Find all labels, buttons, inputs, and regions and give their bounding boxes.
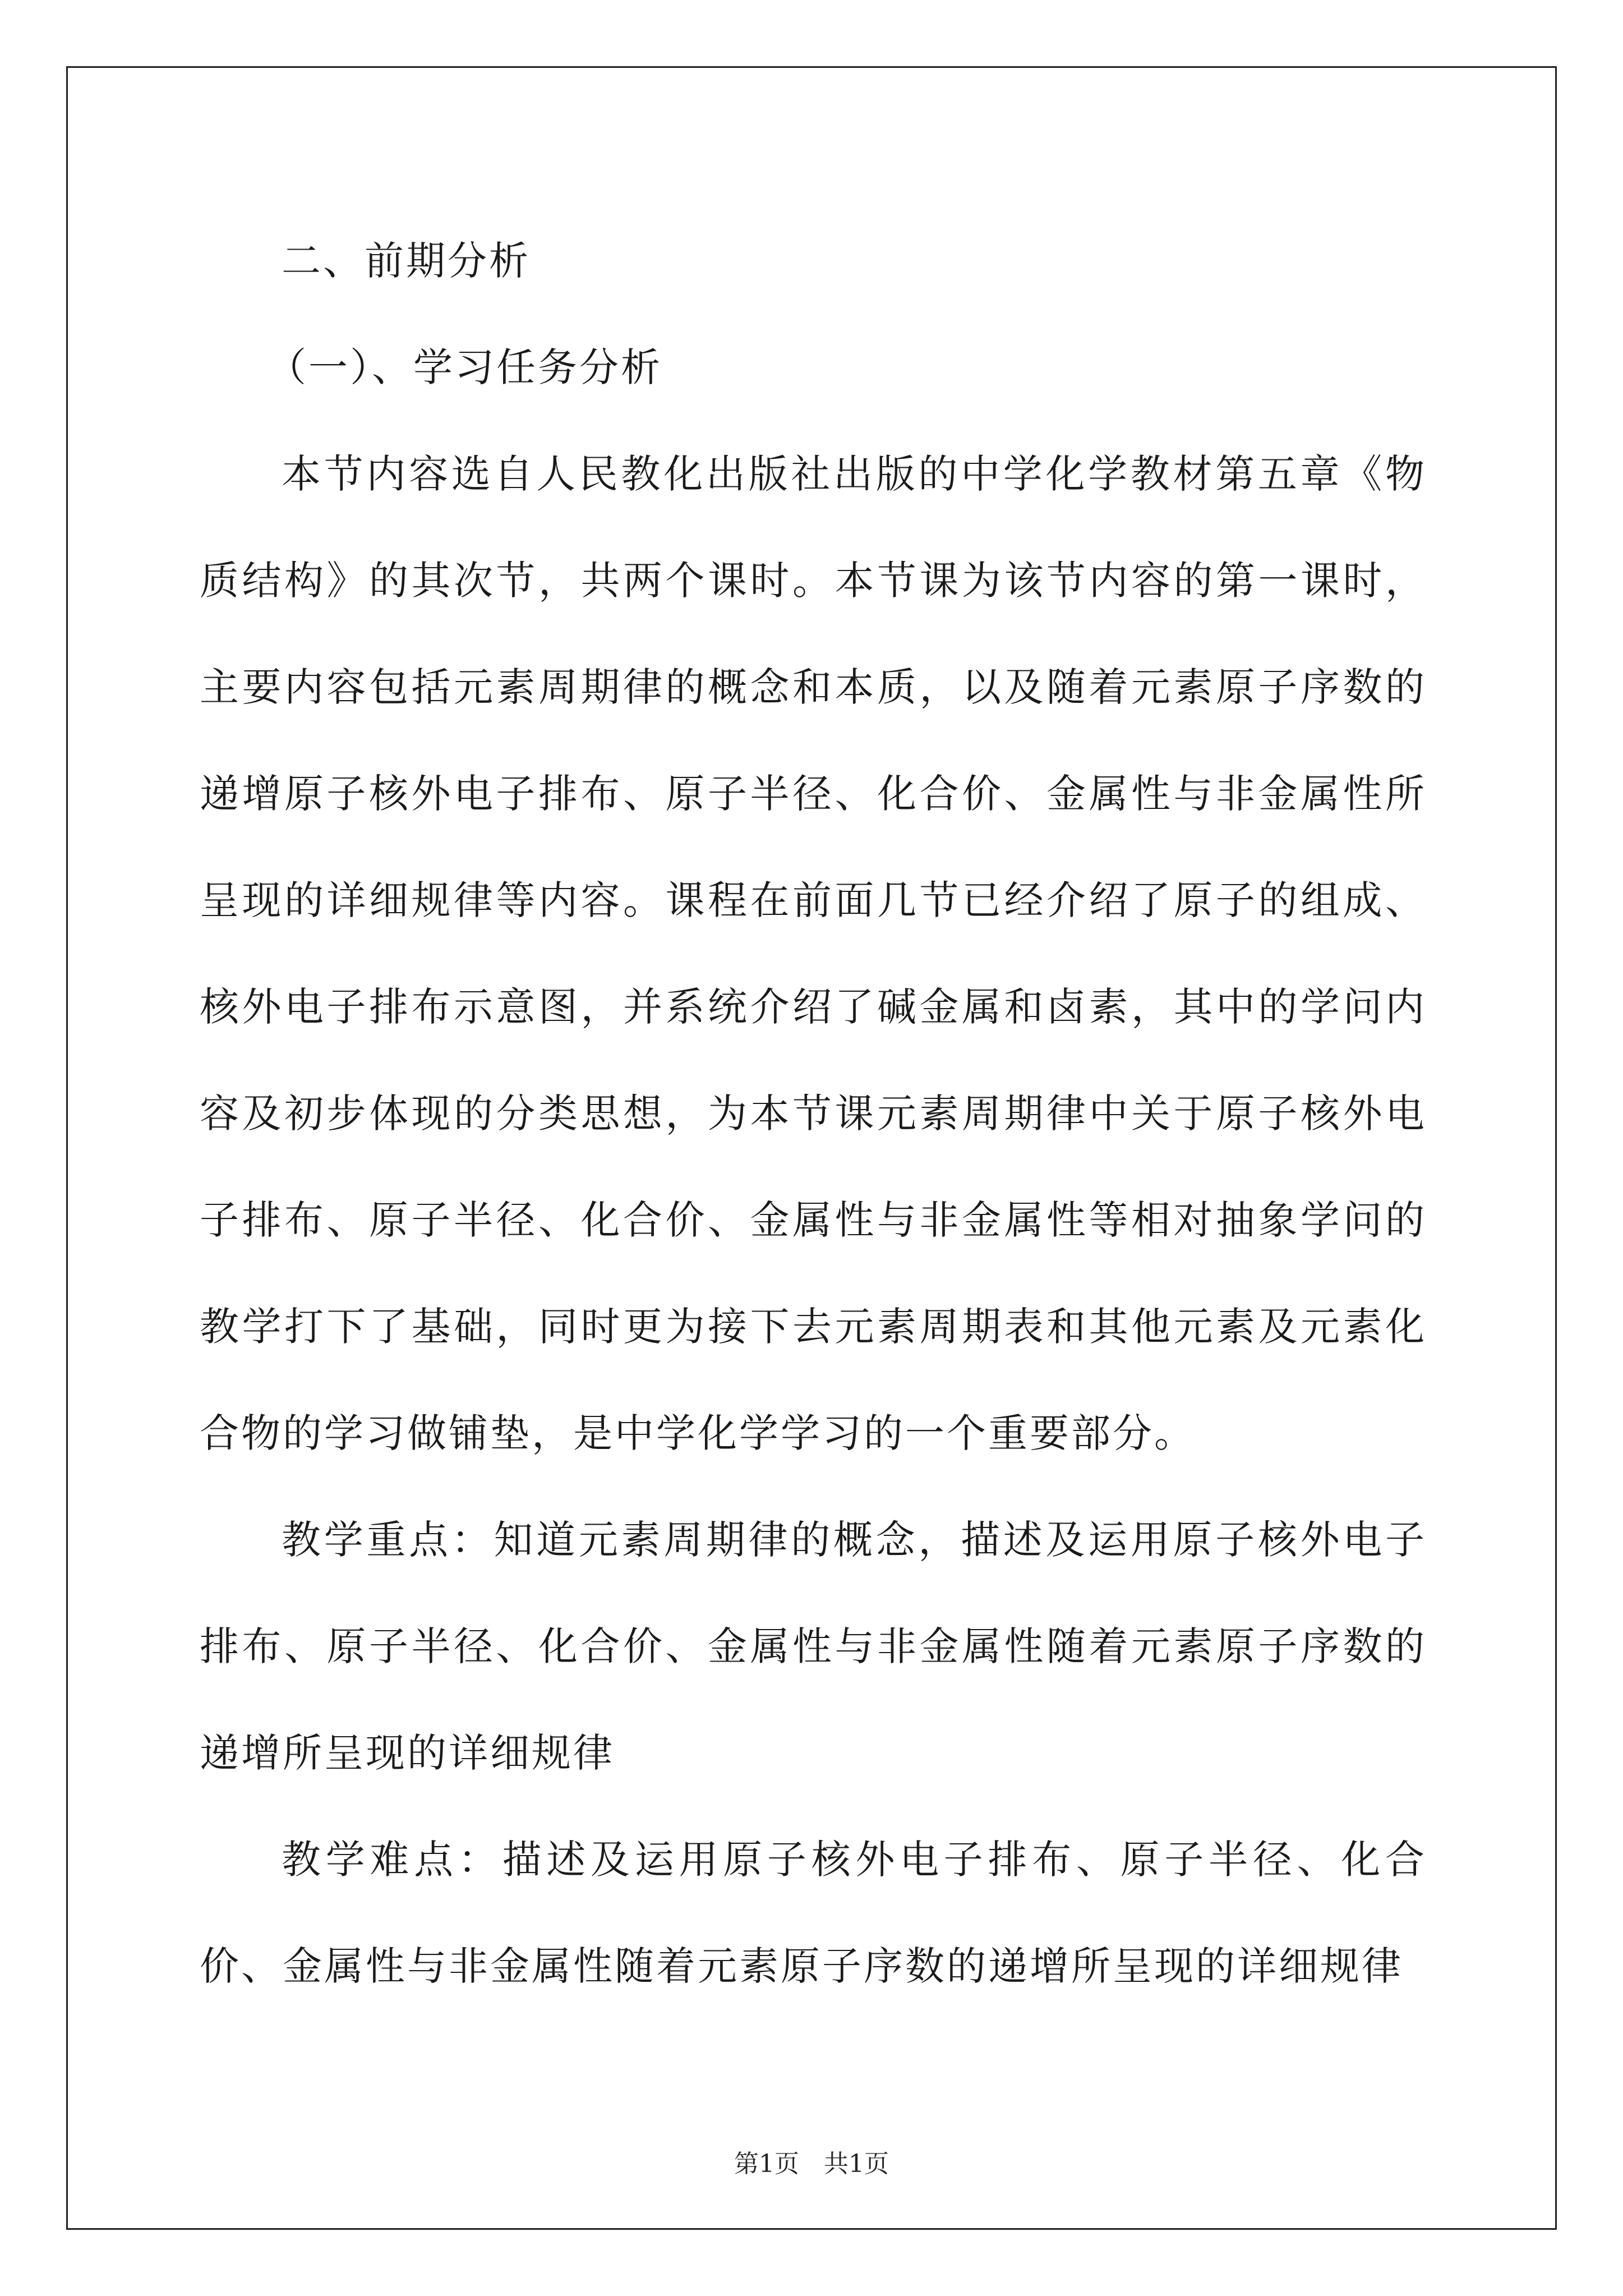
subsection-title: （一）、学习任务分析 xyxy=(267,344,662,390)
paragraph-teaching-focus: 教学重点：知道元素周期律的概念，描述及运用原子核外电子排布、原子半径、化合价、金属性与非金属性随着元素原子序数的递增所呈现的详细规律 xyxy=(200,1517,1427,1776)
document-body xyxy=(200,208,1427,2019)
paragraph-content-overview: 本节内容选自人民教化出版社出版的中学化学教材第五章《物质结构》的其次节，共两个课时。本节课为该节内容的第一课时，主要内容包括元素周期律的概念和本质，以及随着元素原子序数的递增原子核外电子排布、原子半径、化合价、金属性与非金属性所呈现的详细规律等内容。课程在前面几节已经介绍了原子的组成、核外电子排布示意图，并系统介绍了碱金属和卤素，其中的学问内容及初步体现的分类思想，为本节课元素周期律中关于原子核外电子排布、原子半径、化合价、金属性与非金属性等相对抽象学问的教学打下了基础，同时更为接下去元素周期表和其他元素及元素化合物的学习做铺垫，是中学化学学习的一个重要部分。 xyxy=(200,451,1427,1456)
paragraph-teaching-difficulty: 教学难点：描述及运用原子核外电子排布、原子半径、化合价、金属性与非金属性随着元素原子序数的递增所呈现的详细规律 xyxy=(200,1837,1427,1989)
section-title: 二、前期分析 xyxy=(282,238,531,284)
page-number-footer: 第1页 共1页 xyxy=(734,2150,889,2178)
